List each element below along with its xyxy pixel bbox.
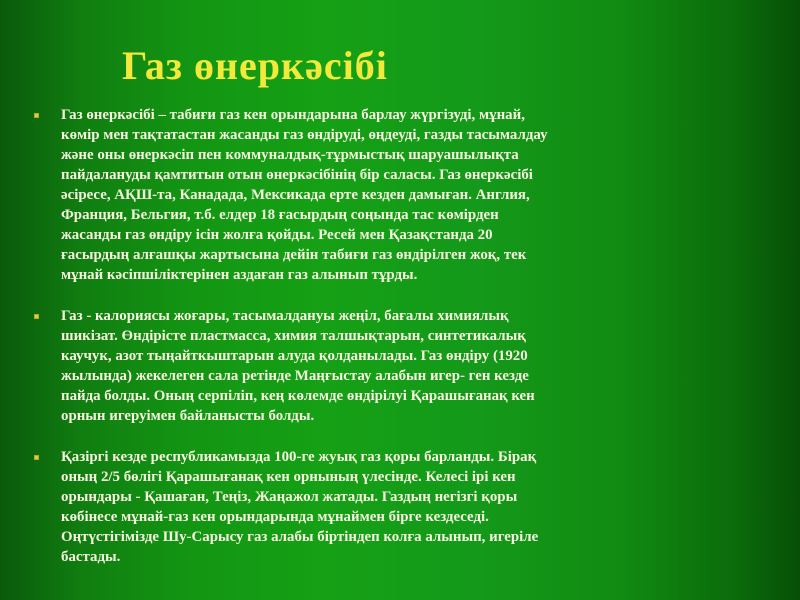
bullet-text-1: Газ өнеркәсібі – табиғи газ кен орындарына барлау жүргізуді, мұнай, көмір мен тақтатастан жасанды газ өндіруді, өңдеуді, газды тасымалдау жəне оны өнеркəсіп пен коммуналдық-тұрмыстық шаруашылықта пайдалануды қамтитын отын өнеркəсібінің бір саласы. Газ өнеркəсібі əсіресе, АҚШ-та, Канадада, Мексикада ерте кезден дамыған. Англия, Франция, Бельгия, т.б. елдер 18 ғасырдың соңында тас көмірден жасанды газ өндіру ісін жолға қойды. Ресей мен Қазақстанда 20 ғасырдың алғашқы жартысына дейін табиғи газ өндірілген жоқ, тек мұнай кəсіпшіліктерінен аздаған газ алынып тұрды. [61,107,548,283]
square-bullet-icon [34,113,39,118]
square-bullet-icon [34,455,39,460]
bullet-item-3 [34,447,764,567]
slide-title: Газ өнеркәсібі [122,43,388,88]
bullet-text-2: Газ - калориясы жоғары, тасымалдануы жеңіл, бағалы химиялық шикізат. Өндірісте пластмасса, химия талшықтарын, синтетикалық каучук, азот тыңайткыштарын алуда қолданылады. Газ өндіру (1920 жылында) жекелеген сала ретінде Маңғыстау алабын игер- ген кезде пайда болды. Оның серпіліп, кең көлемде өндірілуі Қарашығанақ кен орнын игеруімен байланысты болды. [61,308,535,424]
square-bullet-icon [34,314,39,319]
bullet-list [34,105,764,588]
bullet-item-1 [34,105,764,285]
bullet-text-3: Қазіргі кезде республикамызда 100-ге жуық газ қоры барланды. Бірақ оның 2/5 бөлігі Қарашығанақ кен орнының үлесінде. Келесі ірі кен орындары - Қашаған, Теңіз, Жаңажол жатады. Газдың негізгі қоры көбінесе мұнай-газ кен орындарында мұнаймен бірге кездеседі. Оңтүстігімізде Шу-Сарысу газ алабы біртіндеп колға алынып, игеріле бастады. [61,449,539,565]
bullet-item-2 [34,306,764,426]
